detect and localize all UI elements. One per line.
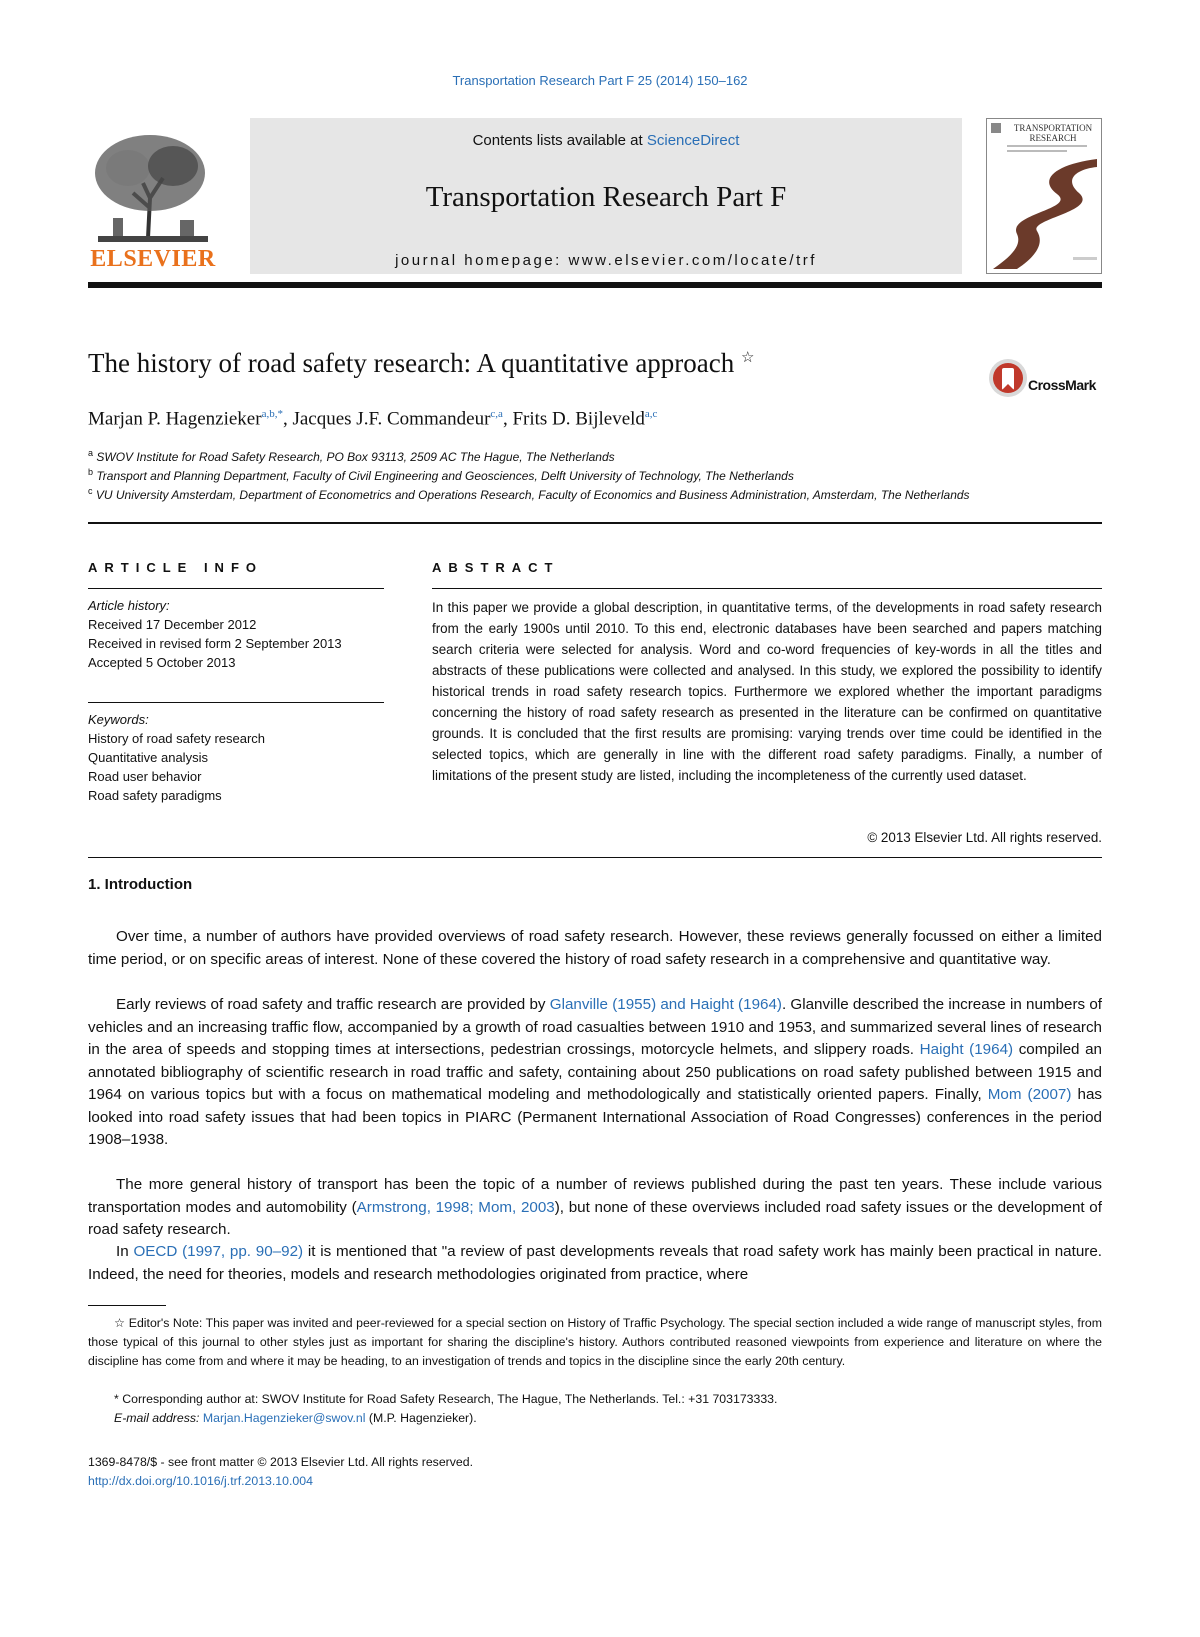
intro-paragraph-4: [88, 1241, 1102, 1286]
issn-line: 1369-8478/$ - see front matter © 2013 Elsevier Ltd. All rights reserved.: [88, 1455, 473, 1469]
affiliation-text: VU University Amsterdam, Department of Econometrics and Operations Research, Faculty of Economics and Business Administration, Amsterdam, The Netherlands: [95, 488, 970, 502]
paper-title-text: The history of road safety research: A quantitative approach: [88, 348, 735, 378]
keyword-item[interactable]: Road user behavior: [88, 769, 202, 784]
author-name[interactable]: Jacques J.F. Commandeur: [292, 408, 491, 430]
homepage-prefix: journal homepage:: [395, 252, 569, 269]
keyword-item[interactable]: Road safety paradigms: [88, 788, 222, 803]
email-label: E-mail address:: [114, 1411, 200, 1425]
journal-cover-road-icon: [987, 119, 1103, 275]
affiliation-c: [88, 486, 970, 502]
abstract-copyright: © 2013 Elsevier Ltd. All rights reserved.: [867, 830, 1102, 845]
affiliation-text: Transport and Planning Department, Faculty of Civil Engineering and Geosciences, Delft University of Technology, The Netherlands: [96, 469, 794, 483]
journal-cover[interactable]: [986, 118, 1102, 274]
abstract-bottom-rule: [88, 857, 1102, 858]
paragraph-text: compiled an annotated bibliography of scientific research in road traffic and safety, containing about 250 publications on road safety published between 1915 and 1964 on various topics but with a focus on mathematical modeling and methodologically and statistically oriented papers. Finally,: [88, 1041, 1102, 1103]
intro-paragraph-3: [88, 1174, 1102, 1242]
paragraph-text: it is mentioned that "a review of past developments reveals that road safety work has mainly been practical in nature. Indeed, the need for theories, models and research methodologies originated from practice, where: [88, 1243, 1102, 1283]
cover-title-line2: RESEARCH: [1029, 133, 1077, 143]
affiliation-mark: a: [88, 448, 94, 458]
author-separator: ,: [502, 408, 513, 430]
affiliation-text: SWOV Institute for Road Safety Research, PO Box 93113, 2509 AC The Hague, The Netherlands: [96, 450, 615, 464]
keywords-label: Keywords:: [88, 712, 149, 727]
abstract-heading: ABSTRACT: [432, 560, 560, 575]
author-name[interactable]: Frits D. Bijleveld: [512, 408, 645, 430]
paragraph-text: Early reviews of road safety and traffic research are provided by: [116, 996, 550, 1013]
received-date: Received 17 December 2012: [88, 617, 257, 632]
affiliation-mark: b: [88, 467, 94, 477]
footnote-mark: *: [114, 1392, 119, 1406]
keywords-rule: [88, 702, 384, 703]
email-link[interactable]: Marjan.Hagenzieker@swov.nl: [202, 1411, 366, 1425]
footnote-corresponding-author: [88, 1390, 1102, 1409]
keyword-item[interactable]: Quantitative analysis: [88, 750, 208, 765]
paper-title: [88, 348, 754, 379]
author-affiliation-marks[interactable]: a,c: [644, 408, 658, 420]
cover-title-line1: TRANSPORTATION: [1013, 123, 1093, 133]
revised-date: Received in revised form 2 September 2013: [88, 636, 342, 651]
journal-title: Transportation Research Part F: [425, 181, 787, 213]
footnote-text: Corresponding author at: SWOV Institute for Road Safety Research, The Hague, The Netherlands. Tel.: +31 703173333.: [122, 1392, 778, 1406]
intro-paragraph-1: Over time, a number of authors have provided overviews of road safety research. However, these reviews generally focussed on either a limited time period, or on specific areas of interest. None of these covered the history of road safety research in a comprehensive and quantitative way.: [88, 928, 1102, 968]
doi-link[interactable]: http://dx.doi.org/10.1016/j.trf.2013.10.004: [88, 1474, 313, 1488]
affiliation-b: [88, 467, 794, 483]
abstract-rule: [432, 588, 1102, 589]
paragraph-text: The more general history of transport has been the topic of a number of reviews published during the past ten years. These include various transportation modes and automobility (: [88, 1176, 1102, 1216]
footnote-email: [88, 1409, 1102, 1428]
elsevier-wordmark: ELSEVIER: [90, 246, 216, 272]
footnote-editors-note: [88, 1314, 1102, 1371]
accepted-date: Accepted 5 October 2013: [88, 655, 236, 670]
section-heading-introduction: 1. Introduction: [88, 876, 193, 893]
author-affiliation-marks[interactable]: c,a: [490, 408, 503, 420]
affiliation-rule: [88, 522, 1102, 524]
article-info-rule: [88, 588, 384, 589]
footnote-rule: [88, 1305, 166, 1306]
sciencedirect-link[interactable]: ScienceDirect: [646, 132, 740, 149]
contents-prefix: Contents lists available at: [472, 132, 647, 149]
title-footnote-mark[interactable]: ☆: [741, 350, 755, 366]
citation-link[interactable]: OECD (1997, pp. 90–92): [133, 1243, 304, 1260]
paragraph-text: . Glanville described the increase in numbers of vehicles and an increasing traffic flow, accompanied by a growth of road casualties between 1910 and 1953, and summarized several lines of research in the area of speeds and stopping times at intersections, pedestrian crossings, motorcycle helmets, and slippery roads.: [88, 996, 1102, 1058]
paragraph-text: has looked into road safety issues that had been topics in PIARC (Permanent International Association of Road Congresses) conferences in the period 1908–1938.: [88, 1086, 1102, 1148]
citation-link[interactable]: Haight (1964): [919, 1041, 1014, 1058]
abstract-body: In this paper we provide a global description, in quantitative terms, of the developments in road safety research from the early 1900s until 2010. To this end, electronic databases have been searched and papers matching search criteria were selected for analysis. Word and co-word frequencies of key-words in all the titles and abstracts of these publications were collected and analysed. In this study, we explored the possibility to identify historical trends in road safety research topics. Furthermore we explored whether the important paradigms concerning the history of road safety research as presented in the literature can be confirmed on quantitative grounds. It is concluded that the first results are promising: varying trends over time could be identified in the selected topics, which are generally in line with the different road safety paradigms. Finally, a number of limitations of the present study are listed, including the incompleteness of the currently used dataset.: [432, 600, 1102, 783]
citation-link[interactable]: Armstrong, 1998; Mom, 2003: [356, 1198, 555, 1216]
affiliation-mark: c: [88, 486, 93, 496]
footnote-text: Editor's Note: This paper was invited and peer-reviewed for a special section on History of Traffic Psychology. The special section included a wide range of manuscript styles, from those typical of this journal to other styles just as important for sharing the discipline's history. Authors contributed reasoned viewpoints from experience and literature on where the discipline has come from and where it may be heading, to an investigation of trends and topics in the discipline since the early 20th century.: [88, 1316, 1102, 1368]
author-name[interactable]: Marjan P. Hagenzieker: [88, 408, 262, 430]
header-rule: [88, 282, 1102, 288]
keyword-item[interactable]: History of road safety research: [88, 731, 266, 746]
homepage-link[interactable]: www.elsevier.com/locate/trf: [568, 252, 817, 269]
intro-paragraph-2: [88, 994, 1102, 1152]
crossmark-label[interactable]: CrossMark: [1028, 377, 1096, 393]
footnote-mark: ☆: [114, 1316, 126, 1330]
homepage-line: [250, 252, 962, 269]
email-suffix: (M.P. Hagenzieker).: [368, 1411, 477, 1425]
article-info-heading: ARTICLE INFO: [88, 560, 263, 575]
author-separator: ,: [282, 408, 293, 430]
author-list: [88, 408, 657, 430]
journal-reference[interactable]: Transportation Research Part F 25 (2014) 150–162: [452, 73, 748, 88]
citation-link[interactable]: Mom (2007): [987, 1086, 1072, 1103]
contents-line: [250, 132, 962, 149]
history-label: Article history:: [88, 598, 170, 613]
paragraph-text: ), but none of these overviews included road safety issues or the development of road safety research.: [88, 1198, 1102, 1238]
affiliation-a: [88, 448, 615, 464]
citation-link[interactable]: Glanville (1955) and Haight (1964): [549, 996, 782, 1013]
author-affiliation-marks[interactable]: a,b,*: [261, 408, 283, 420]
paragraph-text: In: [116, 1243, 134, 1260]
